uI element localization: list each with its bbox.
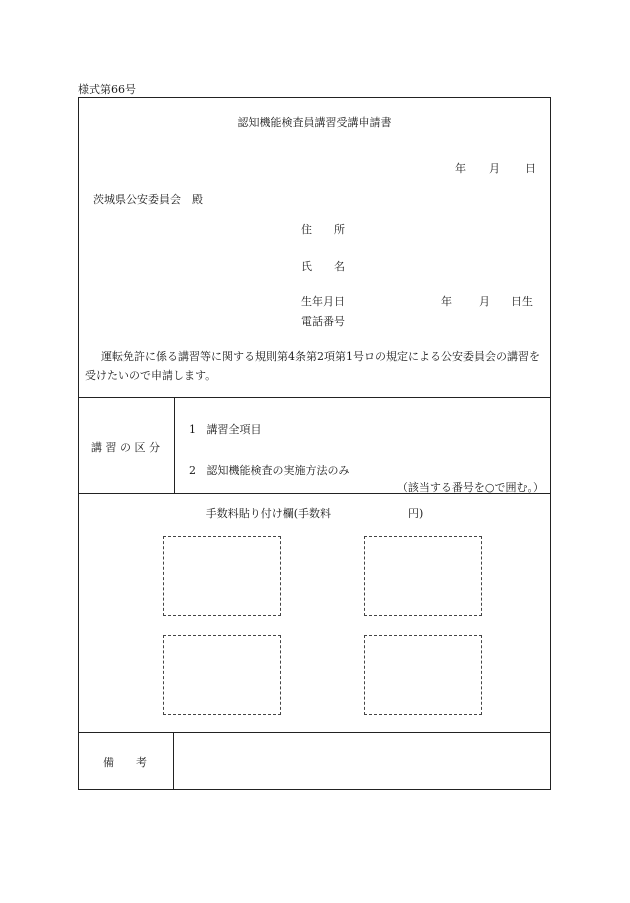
course-category-label: 講習の区分	[91, 441, 164, 454]
birth-year-field[interactable]: 年	[441, 295, 452, 308]
circle-mark: ○	[484, 481, 495, 494]
application-form	[78, 97, 551, 790]
course-option-2-number: 2	[189, 464, 196, 477]
phone-field[interactable]: 電話番号	[301, 315, 345, 328]
remarks-field[interactable]	[174, 733, 550, 789]
course-option-1-text: 講習全項目	[206, 423, 262, 436]
fee-stamp-slot-1[interactable]	[163, 536, 281, 616]
name-field[interactable]: 氏 名	[301, 260, 345, 273]
birth-day-field[interactable]: 日生	[511, 295, 533, 308]
course-option-2[interactable]	[189, 462, 350, 478]
remarks-label: 備 考	[103, 756, 147, 769]
fee-stamp-title: 手数料貼り付け欄(手数料 円)	[205, 507, 424, 520]
date-year[interactable]: 年	[455, 162, 466, 175]
date-month[interactable]: 月	[489, 162, 500, 175]
course-note-text-after: で囲む。）	[494, 481, 544, 494]
birth-month-field[interactable]: 月	[479, 295, 490, 308]
course-note-text-before: （該当する番号を	[396, 481, 485, 494]
fee-stamp-slot-2[interactable]	[364, 536, 482, 616]
fee-stamp-slot-3[interactable]	[163, 635, 281, 715]
birth-date-label: 生年月日	[301, 295, 345, 308]
divider-fee-top	[79, 493, 550, 494]
form-title: 認知機能検査員講習受講申請書	[237, 116, 392, 129]
course-option-1-number: 1	[189, 423, 196, 436]
application-statement: 運転免許に係る講習等に関する規則第4条第2項第1号ロの規定による公安委員会の講習を受けたいので申請します。	[85, 350, 540, 382]
form-number: 様式第66号	[78, 83, 136, 96]
fee-stamp-slot-4[interactable]	[364, 635, 482, 715]
date-day[interactable]: 日	[525, 162, 536, 175]
course-option-1[interactable]	[189, 421, 262, 437]
course-option-2-text: 認知機能検査の実施方法のみ	[206, 464, 350, 477]
divider-course-column	[174, 397, 175, 493]
addressee: 茨城県公安委員会 殿	[93, 193, 203, 206]
divider-course-top	[79, 397, 550, 398]
address-field[interactable]: 住 所	[301, 223, 345, 236]
